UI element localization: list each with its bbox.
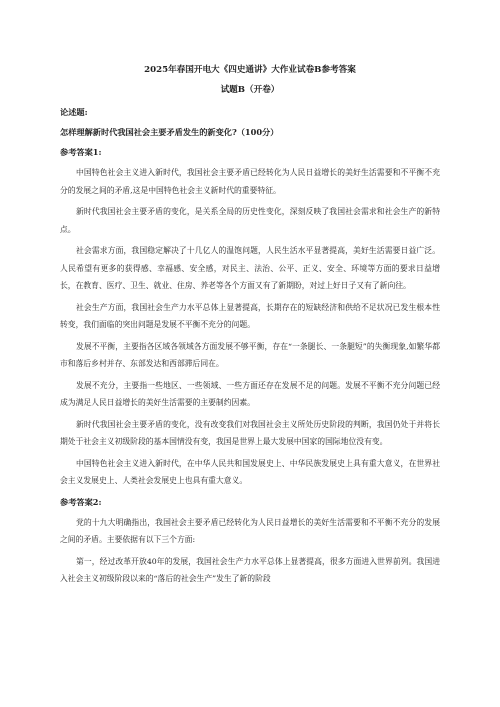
answer2-label: 参考答案2: xyxy=(60,496,102,507)
answer1-paragraph: 新时代我国社会主要矛盾的变化，没有改变我们对我国社会主义所处历史阶段的判断，我国仍处于并将长期处于社会主义初级阶段的基本国情没有变，我国是世界上最大发展中国家的国际地位没有变。 xyxy=(60,419,440,446)
answer1-label: 参考答案1: xyxy=(60,147,102,157)
answer1-paragraph: 社会生产方面，我国社会生产力水平总体上显著提高，长期存在的短缺经济和供给不足状况已发生根本性转变，我们面临的突出问题是发展不平衡不充分的问题。 xyxy=(60,302,440,329)
answer1-paragraph: 社会需求方面，我国稳定解决了十几亿人的温饱问题，人民生活水平显著提高，美好生活需要日益广泛。人民希望有更多的获得感、幸福感、安全感，对民主、法治、公平、正义、安全、环境等方面的要求日益增长，在教育、医疗、卫生、就业、住房、养老等各个方面又有了新期盼，对过上好日子又有了新向往。 xyxy=(60,246,440,290)
document-subtitle: 试题B（开卷） xyxy=(220,85,280,95)
answer1-paragraph: 中国特色社会主义进入新时代，我国社会主要矛盾已经转化为人民日益增长的美好生活需要和不平衡不充分的发展之间的矛盾,这是中国特色社会主义新时代的重要特征。 xyxy=(60,168,440,195)
answer1-paragraph: 发展不平衡，主要指各区域各领域各方面发展不够平衡，存在“一条腿长、一条腿短”的失衡现象,如繁华都市和落后乡村并存、东部发达和西部滞后同在。 xyxy=(60,341,440,368)
document-title: 2025年春国开电大《四史通讲》大作业试卷B参考答案 xyxy=(144,65,356,75)
answer1-paragraph: 中国特色社会主义进入新时代，在中华人民共和国发展史上、中华民族发展史上具有重大意义，在世界社会主义发展史上、人类社会发展史上也具有重大意义。 xyxy=(60,458,440,485)
section-label: 论述题: xyxy=(60,107,88,117)
answer2-paragraph: 第一，经过改革开放40年的发展，我国社会生产力水平总体上显著提高，很多方面进入世界前列。我国进入社会主义初级阶段以来的“落后的社会生产”发生了新的阶段 xyxy=(60,556,440,583)
question-text: 怎样理解新时代我国社会主要矛盾发生的新变化?（100分） xyxy=(60,127,279,137)
document-body xyxy=(60,64,440,588)
answer2-paragraph: 党的十九大明确指出，我国社会主要矛盾已经转化为人民日益增长的美好生活需要和不平衡不充分的发展之间的矛盾。主要依据有以下三个方面: xyxy=(60,517,440,544)
answer1-paragraph: 发展不充分，主要指一些地区、一些领域、一些方面还存在发展不足的问题。发展不平衡不充分问题已经成为满足人民日益增长的美好生活需要的主要制约因素。 xyxy=(60,380,440,407)
answer1-paragraph: 新时代我国社会主要矛盾的变化，是关系全局的历史性变化，深刻反映了我国社会需求和社会生产的新特点。 xyxy=(60,207,440,234)
